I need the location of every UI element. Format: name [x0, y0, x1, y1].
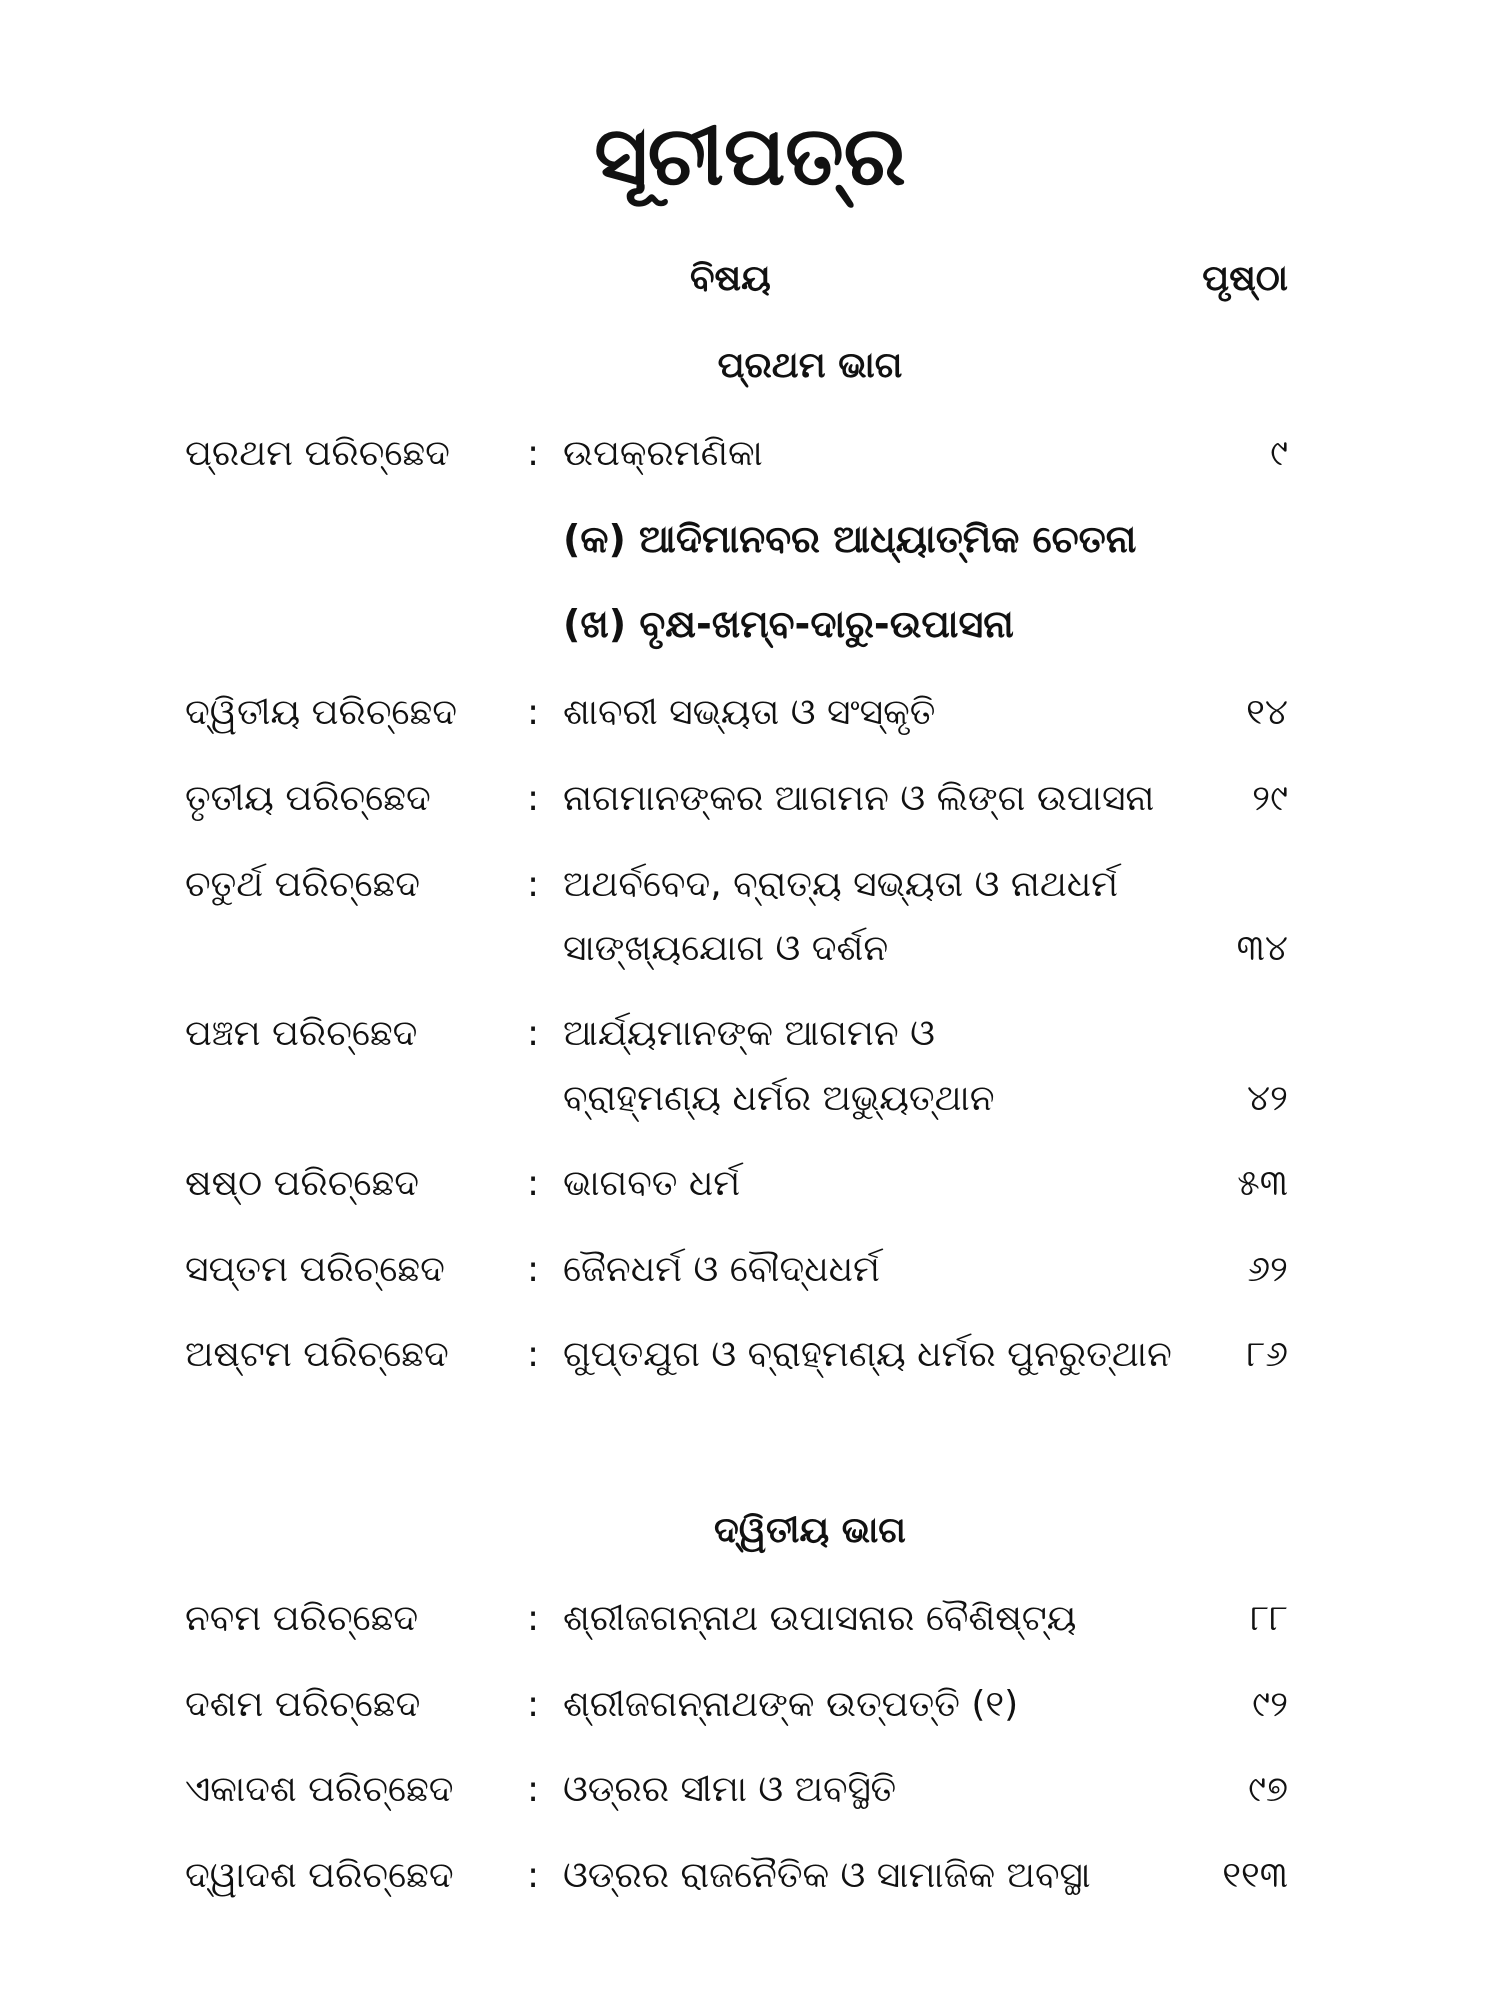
page-number: ୬୨ — [1247, 1249, 1288, 1290]
page-number: ୨୯ — [1252, 778, 1288, 819]
subject-text: ଆର୍ଯ୍ୟମାନଙ୍କ ଆଗମନ ଓ — [563, 1013, 935, 1054]
page-number: ୧୧୩ — [1222, 1855, 1288, 1896]
chapter-label: ଦଶମ ପରିଚ୍ଛେଦ — [185, 1684, 421, 1725]
subject-text: ଭାଗବତ ଧର୍ମ — [563, 1163, 741, 1204]
page-number: ୧୪ — [1246, 692, 1288, 733]
separator-colon: : — [527, 1684, 540, 1725]
subsection-text: (କ) ଆଦିମାନବର ଆଧ୍ୟାତ୍ମିକ ଚେତନା — [563, 517, 1137, 561]
subject-column-header: ବିଷୟ — [690, 258, 771, 299]
chapter-label: ଦ୍ୱିତୀୟ ପରିଚ୍ଛେଦ — [185, 692, 458, 733]
chapter-label: ଚତୁର୍ଥ ପରିଚ୍ଛେଦ — [185, 864, 421, 905]
chapter-label: ତୃତୀୟ ପରିଚ୍ଛେଦ — [185, 778, 431, 819]
subject-text: ନାଗମାନଙ୍କର ଆଗମନ ଓ ଲିଙ୍ଗ ଉପାସନା — [563, 778, 1155, 819]
separator-colon: : — [527, 692, 540, 733]
subject-text: ଶ୍ରୀଜଗନ୍ନାଥ ଉପାସନାର ବୈଶିଷ୍ଟ୍ୟ — [563, 1598, 1077, 1639]
separator-colon: : — [527, 1249, 540, 1290]
separator-colon: : — [527, 1334, 540, 1375]
chapter-label: ଷଷ୍ଠ ପରିଚ୍ଛେଦ — [185, 1163, 420, 1204]
subject-text: ଅଥର୍ବବେଦ, ବ୍ରାତ୍ୟ ସଭ୍ୟତା ଓ ନାଥଧର୍ମ — [563, 864, 1119, 905]
subsection-text: (ଖ) ବୃକ୍ଷ-ଖମ୍ବ-ଦାରୁ-ଉପାସନା — [563, 602, 1014, 646]
subject-text: ଉପକ୍ରମଣିକା — [563, 433, 763, 474]
page-number: ୮୬ — [1246, 1334, 1288, 1375]
chapter-label: ନବମ ପରିଚ୍ଛେଦ — [185, 1598, 419, 1639]
separator-colon: : — [527, 778, 540, 819]
part-heading-first: ପ୍ରଥମ ଭାଗ — [717, 345, 903, 386]
part-heading-second: ଦ୍ୱିତୀୟ ଭାଗ — [714, 1510, 906, 1551]
subject-text: ବ୍ରାହ୍ମଣ୍ୟ ଧର୍ମର ଅଭ୍ୟୁତ୍‌ଥାନ — [563, 1078, 995, 1119]
chapter-label: ଏକାଦଶ ପରିଚ୍ଛେଦ — [185, 1769, 454, 1810]
page-number: ୮୮ — [1250, 1598, 1288, 1639]
separator-colon: : — [527, 864, 540, 905]
chapter-label: ପଞ୍ଚମ ପରିଚ୍ଛେଦ — [185, 1013, 418, 1054]
subject-text: ସାଙ୍ଖ୍ୟଯୋଗ ଓ ଦର୍ଶନ — [563, 928, 889, 969]
page-number: ୯ — [1270, 433, 1288, 474]
page-number: ୯୭ — [1248, 1769, 1288, 1810]
subject-text: ଶାବରୀ ସଭ୍ୟତା ଓ ସଂସ୍କୃତି — [563, 692, 936, 733]
chapter-label: ଅଷ୍ଟମ ପରିଚ୍ଛେଦ — [185, 1334, 449, 1375]
subject-text: ଓଡ୍ରର ରାଜନୈତିକ ଓ ସାମାଜିକ ଅବସ୍ଥା — [563, 1855, 1091, 1896]
page-number: ୪୨ — [1246, 1078, 1288, 1119]
separator-colon: : — [527, 1013, 540, 1054]
page-title: ସୂଚୀପତ୍ର — [594, 109, 906, 204]
subject-text: ଶ୍ରୀଜଗନ୍ନାଥଙ୍କ ଉତ୍ପତ୍ତି (୧) — [563, 1684, 1019, 1725]
subject-text: ଗୁପ୍ତଯୁଗ ଓ ବ୍ରାହ୍ମଣ୍ୟ ଧର୍ମର ପୁନରୁତ୍‌ଥାନ — [563, 1334, 1172, 1375]
chapter-label: ପ୍ରଥମ ପରିଚ୍ଛେଦ — [185, 433, 450, 474]
page-number: ୫୩ — [1237, 1163, 1288, 1204]
subject-text: ଜୈନଧର୍ମ ଓ ବୌଦ୍ଧଧର୍ମ — [563, 1249, 880, 1290]
subject-text: ଓଡ୍ରର ସୀମା ଓ ଅବସ୍ଥିତି — [563, 1769, 897, 1810]
separator-colon: : — [527, 433, 540, 474]
page-number: ୯୨ — [1252, 1684, 1288, 1725]
separator-colon: : — [527, 1855, 540, 1896]
separator-colon: : — [527, 1163, 540, 1204]
chapter-label: ସପ୍ତମ ପରିଚ୍ଛେଦ — [185, 1249, 445, 1290]
chapter-label: ଦ୍ୱାଦଶ ପରିଚ୍ଛେଦ — [185, 1855, 454, 1896]
page-column-header: ପୃଷ୍ଠା — [1202, 258, 1288, 299]
page-number: ୩୪ — [1236, 928, 1288, 969]
separator-colon: : — [527, 1769, 540, 1810]
separator-colon: : — [527, 1598, 540, 1639]
